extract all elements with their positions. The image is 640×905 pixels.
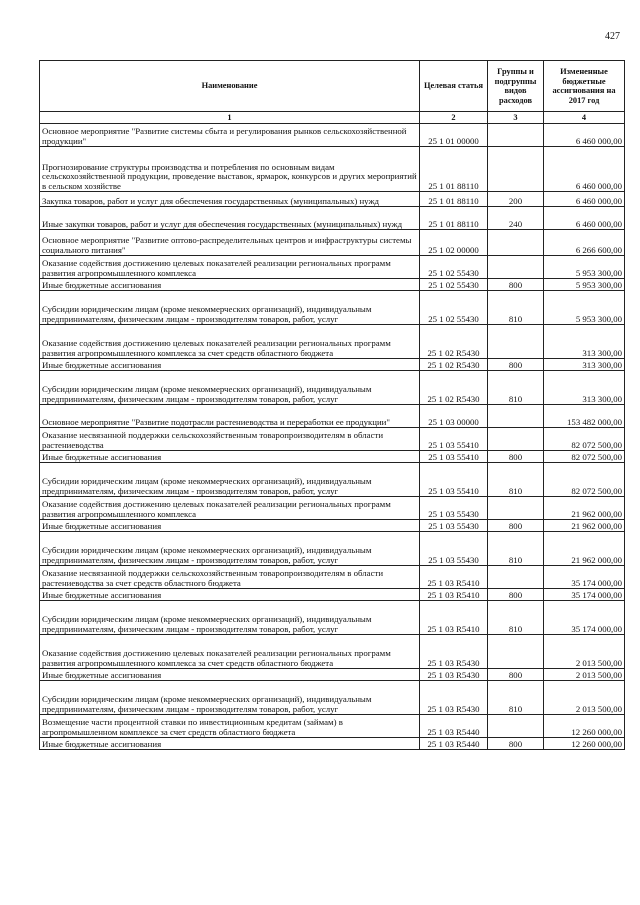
table-row xyxy=(40,371,625,405)
row-name: Иные бюджетные ассигнования xyxy=(40,359,420,371)
row-group xyxy=(488,147,544,192)
row-amount: 21 962 000,00 xyxy=(544,497,625,520)
row-name: Оказание содействия достижению целевых показателей реализации региональных программ развития агропромышленного комплекса xyxy=(40,256,420,279)
row-name: Субсидии юридическим лицам (кроме некоммерческих организаций), индивидуальным предпринимателям, физическим лицам - производителям товаров, работ, услуг xyxy=(40,291,420,325)
row-name: Иные бюджетные ассигнования xyxy=(40,669,420,681)
row-group: 800 xyxy=(488,738,544,750)
row-group: 810 xyxy=(488,681,544,715)
table-row xyxy=(40,635,625,669)
row-code: 25 1 02 55430 xyxy=(420,291,488,325)
row-name: Закупка товаров, работ и услуг для обеспечения государственных (муниципальных) нужд xyxy=(40,192,420,207)
table-row xyxy=(40,124,625,147)
row-group xyxy=(488,405,544,428)
row-group: 800 xyxy=(488,451,544,463)
row-code: 25 1 01 88110 xyxy=(420,147,488,192)
table-row xyxy=(40,463,625,497)
row-amount: 12 260 000,00 xyxy=(544,715,625,738)
row-code: 25 1 03 55430 xyxy=(420,520,488,532)
table-row xyxy=(40,715,625,738)
row-code: 25 1 03 00000 xyxy=(420,405,488,428)
row-code: 25 1 03 55430 xyxy=(420,532,488,566)
table-row xyxy=(40,497,625,520)
row-amount: 5 953 300,00 xyxy=(544,279,625,291)
row-code: 25 1 03 55410 xyxy=(420,428,488,451)
header-name: Наименование xyxy=(40,61,420,112)
table-row xyxy=(40,359,625,371)
row-group xyxy=(488,635,544,669)
row-code: 25 1 03 R5430 xyxy=(420,669,488,681)
row-name: Субсидии юридическим лицам (кроме некоммерческих организаций), индивидуальным предпринимателям, физическим лицам - производителям товаров, работ, услуг xyxy=(40,371,420,405)
row-code: 25 1 02 55430 xyxy=(420,256,488,279)
column-number: 1 xyxy=(40,112,420,124)
row-code: 25 1 02 00000 xyxy=(420,230,488,256)
row-code: 25 1 03 R5410 xyxy=(420,601,488,635)
row-group xyxy=(488,256,544,279)
row-group: 800 xyxy=(488,669,544,681)
row-amount: 82 072 500,00 xyxy=(544,463,625,497)
row-code: 25 1 03 R5430 xyxy=(420,681,488,715)
row-amount: 35 174 000,00 xyxy=(544,601,625,635)
table-row xyxy=(40,291,625,325)
table-row xyxy=(40,279,625,291)
row-name: Иные бюджетные ассигнования xyxy=(40,279,420,291)
row-code: 25 1 01 88110 xyxy=(420,192,488,207)
row-group xyxy=(488,428,544,451)
row-code: 25 1 02 R5430 xyxy=(420,325,488,359)
row-name: Иные бюджетные ассигнования xyxy=(40,520,420,532)
row-amount: 313 300,00 xyxy=(544,371,625,405)
row-group xyxy=(488,566,544,589)
row-code: 25 1 03 R5440 xyxy=(420,738,488,750)
row-code: 25 1 01 00000 xyxy=(420,124,488,147)
table-row xyxy=(40,207,625,230)
row-amount: 35 174 000,00 xyxy=(544,566,625,589)
row-amount: 82 072 500,00 xyxy=(544,428,625,451)
table-row xyxy=(40,230,625,256)
table-row xyxy=(40,428,625,451)
row-code: 25 1 02 R5430 xyxy=(420,371,488,405)
row-amount: 21 962 000,00 xyxy=(544,520,625,532)
table-row xyxy=(40,589,625,601)
table-row xyxy=(40,566,625,589)
row-group: 800 xyxy=(488,520,544,532)
row-amount: 35 174 000,00 xyxy=(544,589,625,601)
row-group: 240 xyxy=(488,207,544,230)
row-group xyxy=(488,124,544,147)
row-name: Иные закупки товаров, работ и услуг для обеспечения государственных (муниципальных) нужд xyxy=(40,207,420,230)
row-group xyxy=(488,715,544,738)
row-group: 800 xyxy=(488,279,544,291)
row-code: 25 1 03 55410 xyxy=(420,451,488,463)
row-code: 25 1 02 55430 xyxy=(420,279,488,291)
row-amount: 5 953 300,00 xyxy=(544,256,625,279)
row-name: Субсидии юридическим лицам (кроме некоммерческих организаций), индивидуальным предпринимателям, физическим лицам - производителям товаров, работ, услуг xyxy=(40,681,420,715)
row-group: 810 xyxy=(488,463,544,497)
row-name: Иные бюджетные ассигнования xyxy=(40,589,420,601)
column-number: 3 xyxy=(488,112,544,124)
row-code: 25 1 03 55410 xyxy=(420,463,488,497)
table-row xyxy=(40,405,625,428)
table-row xyxy=(40,601,625,635)
row-amount: 6 460 000,00 xyxy=(544,124,625,147)
table-row xyxy=(40,520,625,532)
table-row xyxy=(40,738,625,750)
table-row xyxy=(40,147,625,192)
row-group: 810 xyxy=(488,291,544,325)
page-number: 427 xyxy=(605,31,620,42)
row-name: Оказание несвязанной поддержки сельскохозяйственным товаропроизводителям в области растениеводства xyxy=(40,428,420,451)
header-code: Целевая статья xyxy=(420,61,488,112)
row-group: 800 xyxy=(488,359,544,371)
row-group: 200 xyxy=(488,192,544,207)
row-group: 810 xyxy=(488,371,544,405)
row-amount: 12 260 000,00 xyxy=(544,738,625,750)
header-amount: Измененные бюджетные ассигнования на 2017 год xyxy=(544,61,625,112)
column-number: 4 xyxy=(544,112,625,124)
row-name: Оказание несвязанной поддержки сельскохозяйственным товаропроизводителям в области растениеводства за счет средств областного бюджета xyxy=(40,566,420,589)
table-row xyxy=(40,681,625,715)
table-row xyxy=(40,451,625,463)
row-amount: 21 962 000,00 xyxy=(544,532,625,566)
row-group: 810 xyxy=(488,601,544,635)
row-amount: 5 953 300,00 xyxy=(544,291,625,325)
row-amount: 6 460 000,00 xyxy=(544,207,625,230)
row-amount: 153 482 000,00 xyxy=(544,405,625,428)
row-group xyxy=(488,497,544,520)
row-code: 25 1 03 R5430 xyxy=(420,635,488,669)
row-name: Субсидии юридическим лицам (кроме некоммерческих организаций), индивидуальным предпринимателям, физическим лицам - производителям товаров, работ, услуг xyxy=(40,463,420,497)
row-code: 25 1 03 R5410 xyxy=(420,589,488,601)
row-code: 25 1 02 R5430 xyxy=(420,359,488,371)
table-row xyxy=(40,256,625,279)
row-code: 25 1 01 88110 xyxy=(420,207,488,230)
row-group: 810 xyxy=(488,532,544,566)
row-amount: 82 072 500,00 xyxy=(544,451,625,463)
row-amount: 2 013 500,00 xyxy=(544,681,625,715)
table-row xyxy=(40,532,625,566)
column-number-row xyxy=(40,112,625,124)
row-name: Иные бюджетные ассигнования xyxy=(40,738,420,750)
header-group: Группы и подгруппы видов расходов xyxy=(488,61,544,112)
row-group xyxy=(488,230,544,256)
row-amount: 313 300,00 xyxy=(544,359,625,371)
row-amount: 6 266 600,00 xyxy=(544,230,625,256)
row-amount: 2 013 500,00 xyxy=(544,635,625,669)
row-code: 25 1 03 R5440 xyxy=(420,715,488,738)
row-name: Основное мероприятие "Развитие подотрасли растениеводства и переработки ее продукции" xyxy=(40,405,420,428)
row-code: 25 1 03 55430 xyxy=(420,497,488,520)
column-number: 2 xyxy=(420,112,488,124)
row-name: Оказание содействия достижению целевых показателей реализации региональных программ развития агропромышленного комплекса xyxy=(40,497,420,520)
row-name: Субсидии юридическим лицам (кроме некоммерческих организаций), индивидуальным предпринимателям, физическим лицам - производителям товаров, работ, услуг xyxy=(40,532,420,566)
row-group xyxy=(488,325,544,359)
row-code: 25 1 03 R5410 xyxy=(420,566,488,589)
table-row xyxy=(40,669,625,681)
table-row xyxy=(40,192,625,207)
row-amount: 6 460 000,00 xyxy=(544,192,625,207)
table-body xyxy=(40,124,625,750)
row-name: Субсидии юридическим лицам (кроме некоммерческих организаций), индивидуальным предпринимателям, физическим лицам - производителям товаров, работ, услуг xyxy=(40,601,420,635)
row-group: 800 xyxy=(488,589,544,601)
header-row xyxy=(40,61,625,112)
row-amount: 313 300,00 xyxy=(544,325,625,359)
row-amount: 6 460 000,00 xyxy=(544,147,625,192)
table-row xyxy=(40,325,625,359)
row-name: Иные бюджетные ассигнования xyxy=(40,451,420,463)
row-name: Основное мероприятие "Развитие оптово-распределительных центров и инфраструктуры системы социального питания" xyxy=(40,230,420,256)
row-name: Основное мероприятие "Развитие системы сбыта и регулирования рынков сельскохозяйственной продукции" xyxy=(40,124,420,147)
row-name: Оказание содействия достижению целевых показателей реализации региональных программ развития агропромышленного комплекса за счет средств областного бюджета xyxy=(40,635,420,669)
budget-table xyxy=(39,60,625,750)
row-amount: 2 013 500,00 xyxy=(544,669,625,681)
row-name: Прогнозирование структуры производства и потребления по основным видам сельскохозяйственной продукции, проведение выставок, ярмарок, конкурсов и других мероприятий в сельском хозяйстве xyxy=(40,147,420,192)
row-name: Возмещение части процентной ставки по инвестиционным кредитам (займам) в агропромышленном комплексе за счет средств областного бюджета xyxy=(40,715,420,738)
row-name: Оказание содействия достижению целевых показателей реализации региональных программ развития агропромышленного комплекса за счет средств областного бюджета xyxy=(40,325,420,359)
